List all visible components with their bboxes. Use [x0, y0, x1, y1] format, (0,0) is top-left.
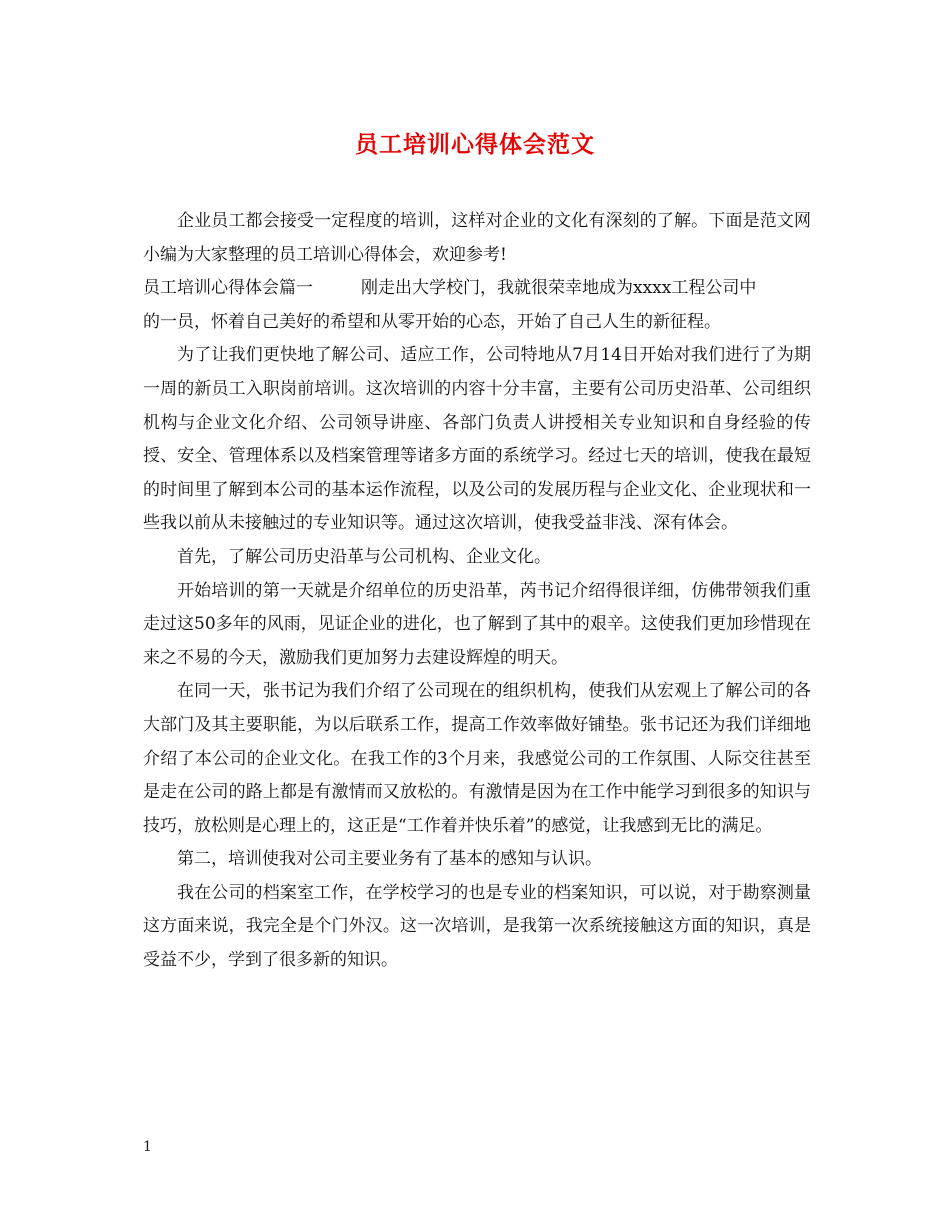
second-point-heading: 第二，培训使我对公司主要业务有了基本的感知与认识。 [177, 849, 602, 870]
history-paragraph: 开始培训的第一天就是介绍单位的历史沿革，芮书记介绍得很详细，仿佛带领我们重走过这50多年的风雨，见证企业的进化，也了解到了其中的艰辛。这使我们更加珍惜现在来之不易的今天，激励我们更加努力去建设辉煌的明天。 [143, 580, 811, 668]
section-heading: 员工培训心得体会篇一 [143, 278, 313, 299]
training-overview-paragraph: 为了让我们更快地了解公司、适应工作，公司特地从7月14日开始对我们进行了为期一周的新员工入职岗前培训。这次培训的内容十分丰富，主要有公司历史沿革、公司组织机构与企业文化介绍、公司领导讲座、各部门负责人讲授相关专业知识和自身经验的传授、安全、管理体系以及档案管理等诸多方面的系统学习。经过七天的培训，使我在最短的时间里了解到本公司的基本运作流程，以及公司的发展历程与企业文化、企业现状和一些我以前从未接触过的专业知识等。通过这次培训，使我受益非浅、深有体会。 [143, 345, 811, 534]
heading-spacer [313, 272, 361, 306]
section-lead-line-2: 的一员，怀着自己美好的希望和从零开始的心态，开始了自己人生的新征程。 [143, 311, 721, 332]
first-point-heading: 首先，了解公司历史沿革与公司机构、企业文化。 [177, 546, 551, 567]
intro-paragraph: 企业员工都会接受一定程度的培训，这样对企业的文化有深刻的了解。下面是范文网小编为大家整理的员工培训心得体会，欢迎参考! [143, 211, 811, 265]
document-title: 员工培训心得体会范文 [355, 131, 595, 158]
organization-paragraph: 在同一天，张书记为我们介绍了公司现在的组织机构，使我们从宏观上了解公司的各大部门及其主要职能，为以后联系工作，提高工作效率做好铺垫。张书记还为我们详细地介绍了本公司的企业文化。在我工作的3个月来，我感觉公司的工作氛围、人际交往甚至是走在公司的路上都是有激情而又放松的。有激情是因为在工作中能学习到很多的知识与技巧，放松则是心理上的，这正是“工作着并快乐着”的感觉，让我感到无比的满足。 [143, 681, 811, 836]
section-lead-line-1: 刚走出大学校门，我就很荣幸地成为xxxx工程公司中 [361, 278, 757, 299]
page-number: 1 [143, 1139, 152, 1155]
archive-work-paragraph: 我在公司的档案室工作，在学校学习的也是专业的档案知识，可以说，对于勘察测量这方面来说，我完全是个门外汉。这一次培训，是我第一次系统接触这方面的知识，真是受益不少，学到了很多新的知识。 [143, 882, 811, 971]
document-body [143, 205, 811, 978]
section-heading-row [143, 272, 811, 306]
